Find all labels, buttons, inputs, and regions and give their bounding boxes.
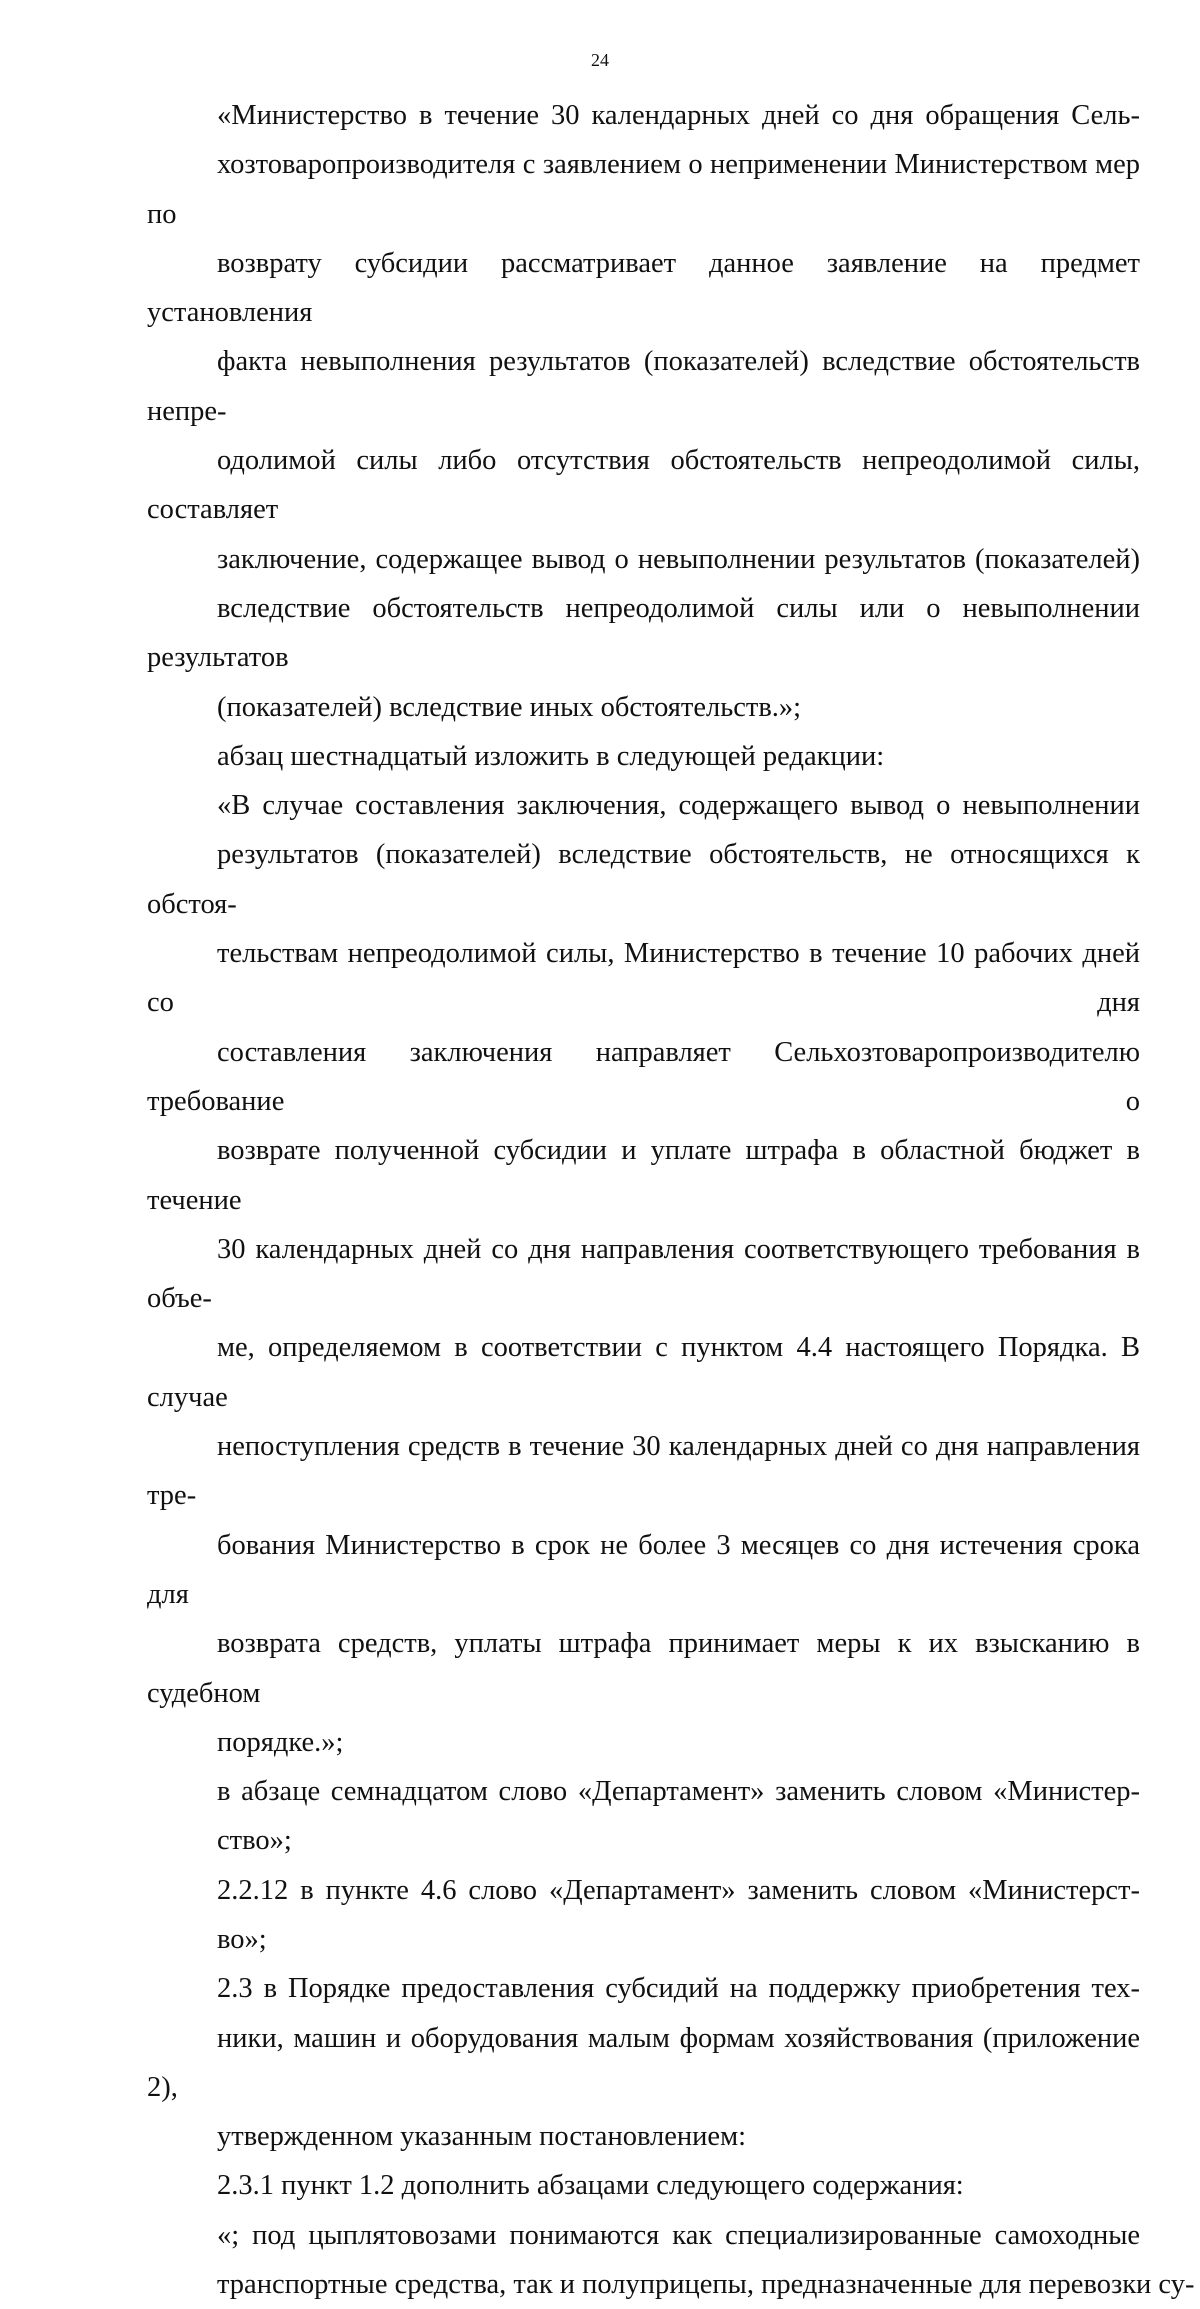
text-line: (показателей) вследствие иных обстоятельств.»;	[217, 691, 802, 723]
paragraph	[147, 2211, 1195, 2309]
paragraph	[147, 781, 1140, 1767]
text-line: возврату субсидии рассматривает данное заявление на предмет установления	[147, 247, 1140, 329]
text-line: 30 календарных дней со дня направления соответствующего требования в объе-	[147, 1233, 1140, 1315]
text-line: ство»;	[217, 1825, 292, 1857]
paragraph	[147, 1866, 1140, 1965]
text-line: «Министерство в течение 30 календарных дней со дня обращения Сель-	[217, 100, 1140, 131]
paragraph	[147, 1767, 1140, 1866]
paragraph	[147, 2161, 1140, 2210]
text-line: заключение, содержащее вывод о невыполнении результатов (показателей)	[217, 543, 1140, 575]
text-line: в абзаце семнадцатом слово «Департамент» заменить словом «Министер-	[217, 1776, 1140, 1808]
text-line: результатов (показателей) вследствие обстоятельств, не относящихся к обстоя-	[147, 839, 1140, 920]
text-line: 2.2.12 в пункте 4.6 слово «Департамент» заменить словом «Министерст-	[217, 1874, 1140, 1906]
text-line: абзац шестнадцатый изложить в следующей редакции:	[217, 740, 885, 772]
paragraph	[147, 1964, 1140, 2161]
text-line: «; под цыплятовозами понимаются как специализированные самоходные	[217, 2219, 1140, 2251]
text-line: бования Министерство в срок не более 3 месяцев со дня истечения срока для	[147, 1529, 1140, 1610]
text-line: факта невыполнения результатов (показателей) вследствие обстоятельств непре-	[147, 346, 1140, 427]
text-line: одолимой силы либо отсутствия обстоятельств непреодолимой силы, составляет	[147, 445, 1140, 526]
paragraph	[147, 91, 1140, 732]
text-line: составления заключения направляет Сельхозтоваропроизводителю требование о	[147, 1036, 1140, 1117]
text-line: возврате полученной субсидии и уплате штрафа в областной бюджет в течение	[147, 1135, 1140, 1216]
page-number: 24	[591, 50, 609, 70]
paragraph	[147, 732, 1140, 781]
text-line: вследствие обстоятельств непреодолимой силы или о невыполнении результатов	[147, 592, 1140, 674]
text-line: непоступления средств в течение 30 календарных дней со дня направления тре-	[147, 1431, 1140, 1512]
text-line: утвержденном указанным постановлением:	[217, 2121, 747, 2153]
document-body	[147, 91, 1195, 2309]
text-line: хозтоваропроизводителя с заявлением о неприменении Министерством мер по	[147, 149, 1140, 230]
text-line: транспортные средства, так и полуприцепы, предназначенные для перевозки су-	[217, 2269, 1195, 2301]
text-line: ники, машин и оборудования малым формам хозяйствования (приложение 2),	[147, 2022, 1140, 2103]
text-line: во»;	[217, 1923, 267, 1955]
text-line: 2.3 в Порядке предоставления субсидий на поддержку приобретения тех-	[217, 1973, 1140, 2005]
text-line: «В случае составления заключения, содержащего вывод о невыполнении	[217, 790, 1140, 822]
text-line: возврата средств, уплаты штрафа принимает меры к их взысканию в судебном	[147, 1628, 1140, 1709]
text-line: ме, определяемом в соответствии с пунктом 4.4 настоящего Порядка. В случае	[147, 1332, 1140, 1413]
text-line: 2.3.1 пункт 1.2 дополнить абзацами следующего содержания:	[217, 2170, 964, 2202]
text-line: тельствам непреодолимой силы, Министерство в течение 10 рабочих дней со дня	[147, 938, 1140, 1019]
text-line: порядке.»;	[217, 1726, 344, 1758]
